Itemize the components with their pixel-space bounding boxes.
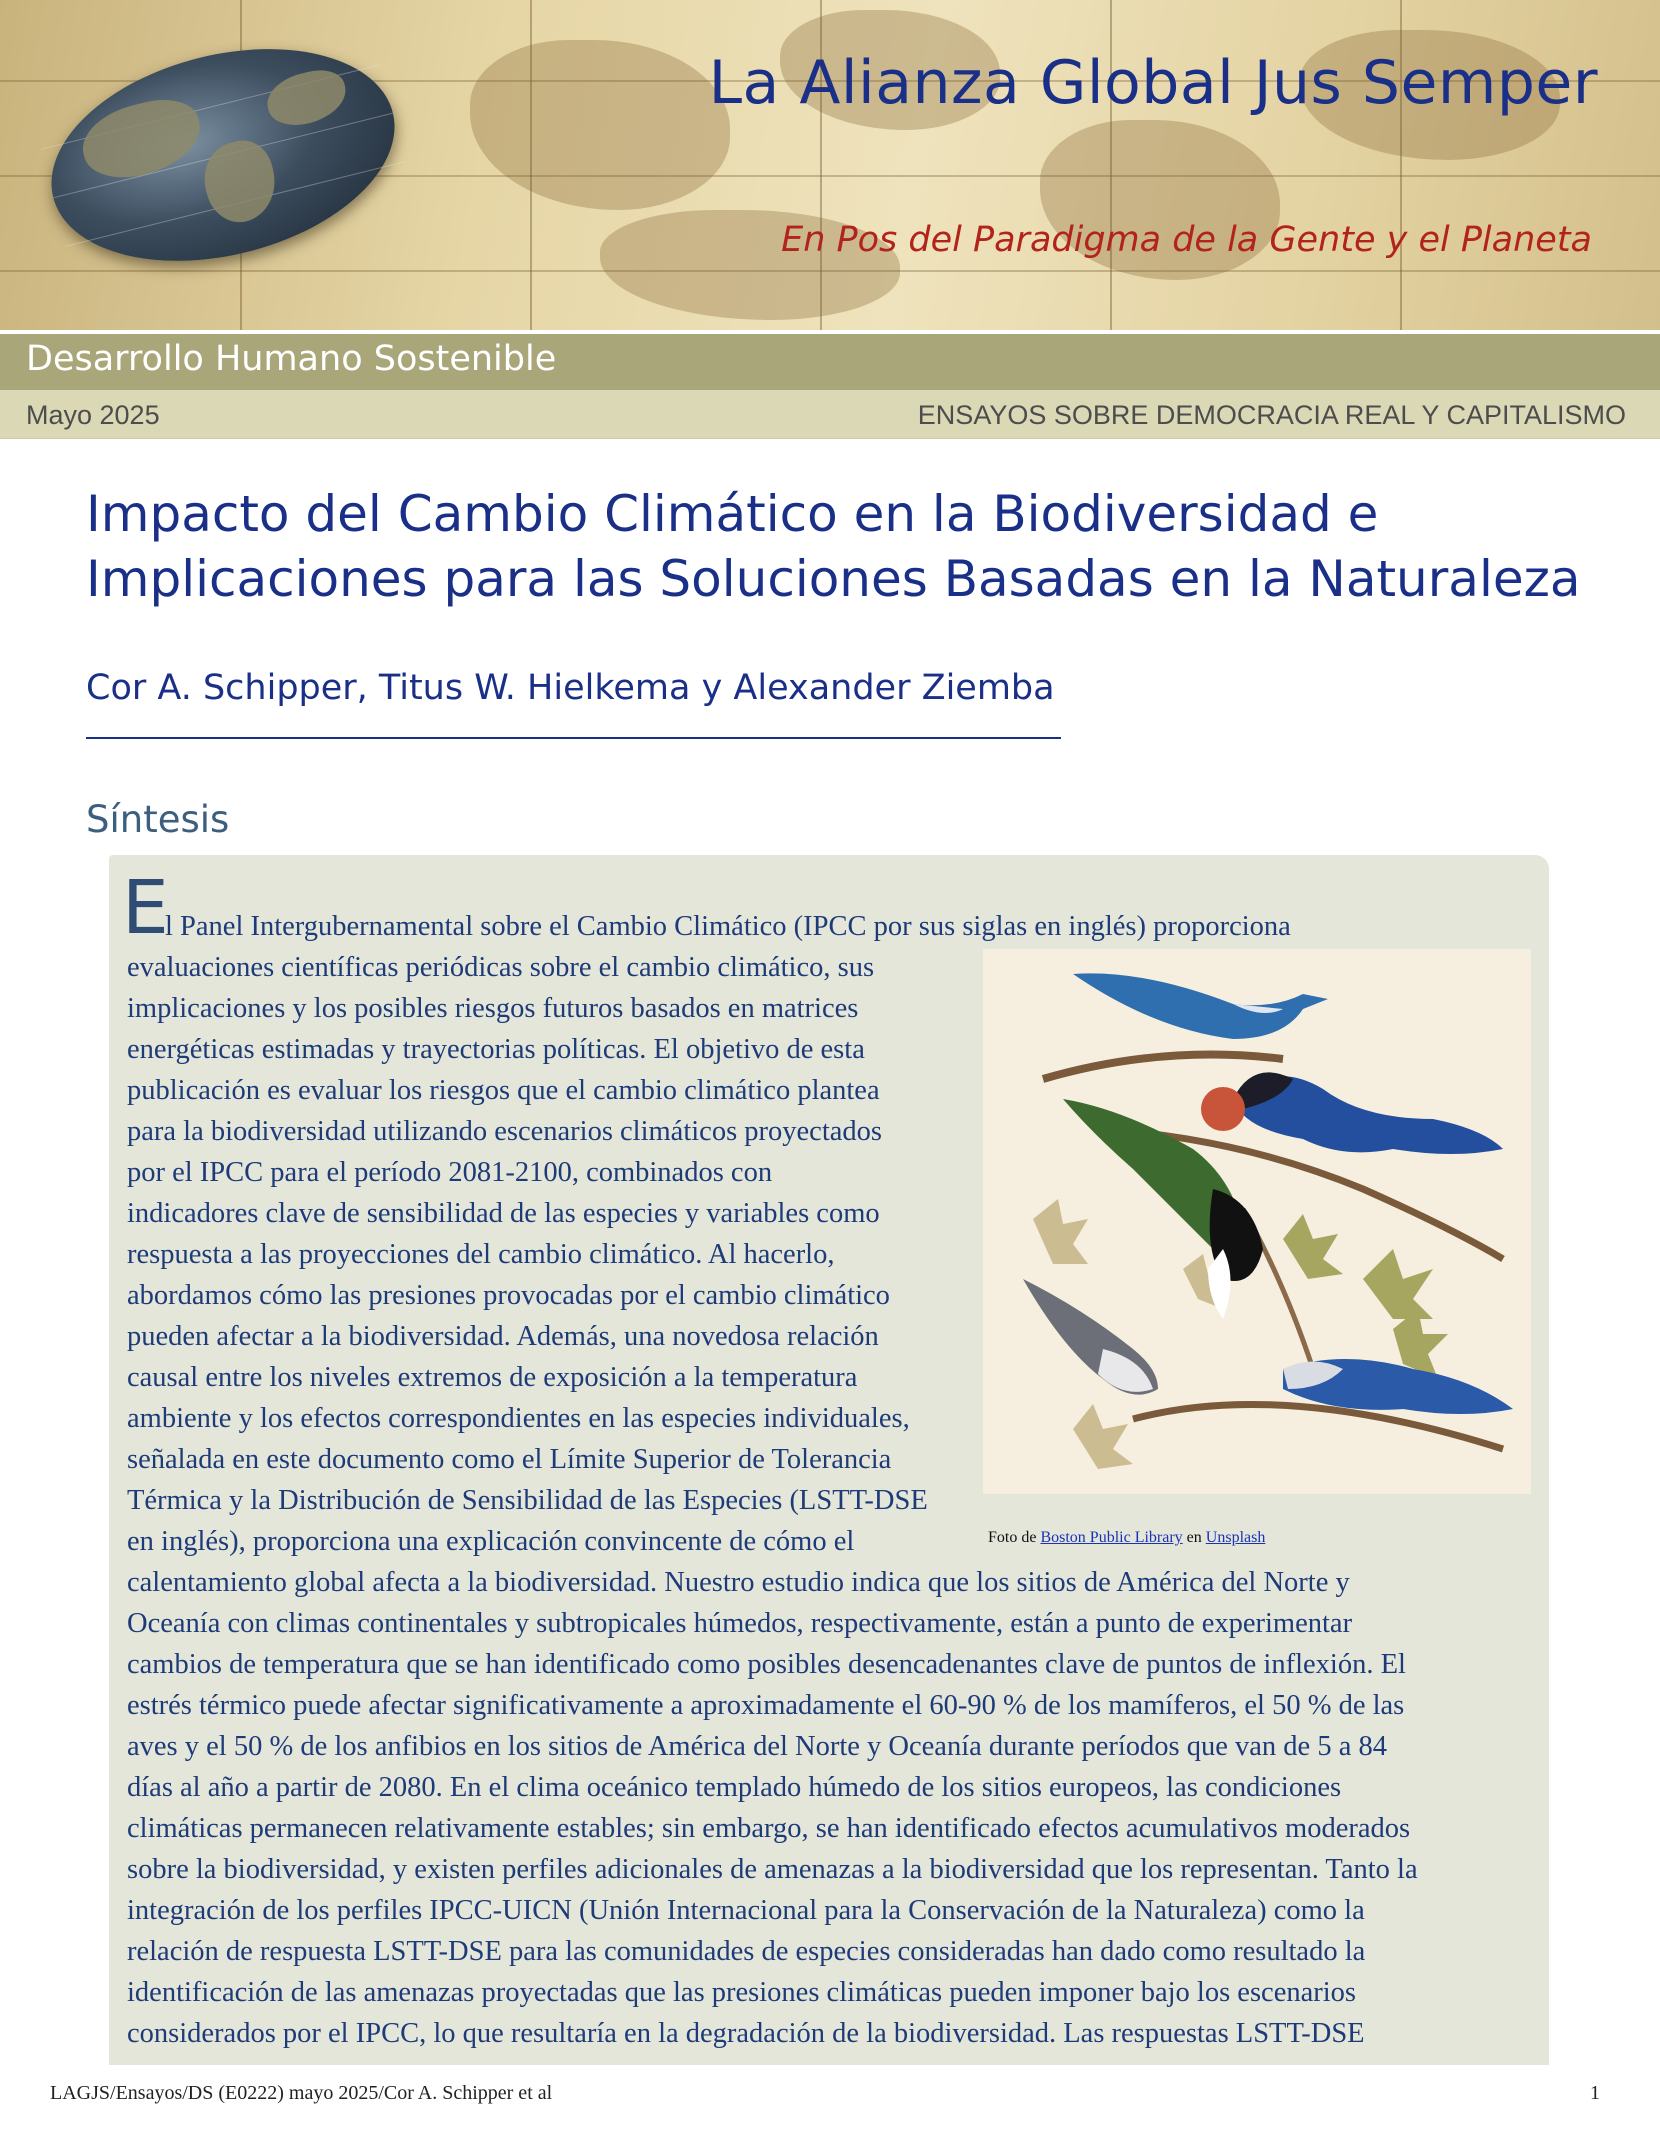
synthesis-line: calentamiento global afecta a la biodiversidad. Nuestro estudio indica que los sitios de América del Norte y — [127, 1567, 1350, 1598]
synthesis-line: cambios de temperatura que se han identificado como posibles desencadenantes clave de puntos de inflexión. El — [127, 1649, 1406, 1680]
synthesis-line: implicaciones y los posibles riesgos futuros basados en matrices — [127, 993, 859, 1024]
publication-date: Mayo 2025 — [26, 400, 160, 430]
credit-author-link[interactable]: Boston Public Library — [1040, 1529, 1183, 1546]
synthesis-line: señalada en este documento como el Límite Superior de Tolerancia — [127, 1444, 892, 1475]
map-grid-line — [530, 0, 532, 330]
synthesis-line: pueden afectar a la biodiversidad. Además, una novedosa relación — [127, 1321, 879, 1352]
synthesis-line: Térmica y la Distribución de Sensibilidad de las Especies (LSTT-DSE — [127, 1485, 928, 1516]
credit-source-link[interactable]: Unsplash — [1205, 1529, 1266, 1546]
synthesis-line: causal entre los niveles extremos de exposición a la temperatura — [127, 1362, 858, 1393]
authors: Cor A. Schipper, Titus W. Hielkema y Alexander Ziemba — [86, 668, 1055, 708]
synthesis-line: relación de respuesta LSTT-DSE para las comunidades de especies consideradas han dado como resultado la — [127, 1936, 1366, 1967]
section-bar — [0, 334, 1660, 390]
synthesis-line: ambiente y los efectos correspondientes en las especies individuales, — [127, 1403, 910, 1434]
header-banner — [0, 0, 1660, 330]
synthesis-line: energéticas estimadas y trayectorias políticas. El objetivo de esta — [127, 1034, 865, 1065]
synthesis-line: para la biodiversidad utilizando escenarios climáticos proyectados — [127, 1116, 882, 1147]
synthesis-line: abordamos cómo las presiones provocadas por el cambio climático — [127, 1280, 890, 1311]
credit-prefix: Foto de — [988, 1529, 1037, 1546]
synthesis-line: respuesta a las proyecciones del cambio climático. Al hacerlo, — [127, 1239, 835, 1270]
author-divider — [86, 737, 1061, 739]
synthesis-line: considerados por el IPCC, lo que resultaría en la degradación de la biodiversidad. Las respuestas LSTT-DSE — [127, 2018, 1365, 2049]
synthesis-line: estrés térmico puede afectar significativamente a aproximadamente el 60-90 % de los mamíferos, el 50 % de las — [127, 1690, 1405, 1721]
map-grid-line — [0, 270, 1660, 272]
synthesis-line: climáticas permanecen relativamente estables; sin embargo, se han identificado efectos acumulativos moderados — [127, 1813, 1411, 1844]
credit-mid: en — [1186, 1529, 1202, 1546]
photo-credit — [988, 1529, 1265, 1547]
series-name: ENSAYOS SOBRE DEMOCRACIA REAL Y CAPITALISMO — [917, 400, 1626, 430]
synthesis-line: en inglés), proporciona una explicación convincente de cómo el — [127, 1526, 855, 1557]
synthesis-line: identificación de las amenazas proyectadas que las presiones climáticas pueden imponer bajo los escenarios — [127, 1977, 1356, 2008]
section-heading: Síntesis — [86, 798, 230, 841]
meta-bar — [0, 390, 1660, 439]
article-title-line: Implicaciones para las Soluciones Basadas en la Naturaleza — [86, 550, 1581, 608]
synthesis-line: días al año a partir de 2080. En el clima oceánico templado húmedo de los sitios europeos, las condiciones — [127, 1772, 1342, 1803]
synthesis-line: publicación es evaluar los riesgos que el cambio climático plantea — [127, 1075, 880, 1106]
site-tagline: En Pos del Paradigma de la Gente y el Planeta — [781, 220, 1592, 260]
bird-illustration — [983, 949, 1531, 1494]
synthesis-line: evaluaciones científicas periódicas sobre el cambio climático, sus — [127, 952, 875, 983]
synthesis-line: aves y el 50 % de los anfibios en los sitios de América del Norte y Oceanía durante períodos que van de 5 a 84 — [127, 1731, 1387, 1762]
synthesis-line: indicadores clave de sensibilidad de las especies y variables como — [127, 1198, 880, 1229]
footer-reference: LAGJS/Ensayos/DS (E0222) mayo 2025/Cor A. Schipper et al — [50, 2082, 553, 2104]
drop-cap: E — [122, 865, 169, 951]
section-name: Desarrollo Humano Sostenible — [26, 339, 557, 379]
globe-icon — [29, 16, 417, 295]
article-title-line: Impacto del Cambio Climático en la Biodiversidad e — [86, 485, 1379, 543]
synthesis-line: sobre la biodiversidad, y existen perfiles adicionales de amenazas a la biodiversidad que los representan. Tanto la — [127, 1854, 1418, 1885]
article-title — [86, 482, 1586, 612]
synthesis-line: l Panel Intergubernamental sobre el Cambio Climático (IPCC por sus siglas en inglés) proporciona — [165, 911, 1291, 942]
page-number: 1 — [1590, 2082, 1600, 2104]
site-title: La Alianza Global Jus Semper — [708, 48, 1598, 118]
synthesis-line: por el IPCC para el período 2081-2100, combinados con — [127, 1157, 773, 1188]
synthesis-line: integración de los perfiles IPCC-UICN (Unión Internacional para la Conservación de la Naturaleza) como la — [127, 1895, 1365, 1926]
map-land-decoration — [470, 40, 730, 210]
bird-illustration-icon — [983, 949, 1531, 1494]
synthesis-line: Oceanía con climas continentales y subtropicales húmedos, respectivamente, están a punto de experimentar — [127, 1608, 1353, 1639]
